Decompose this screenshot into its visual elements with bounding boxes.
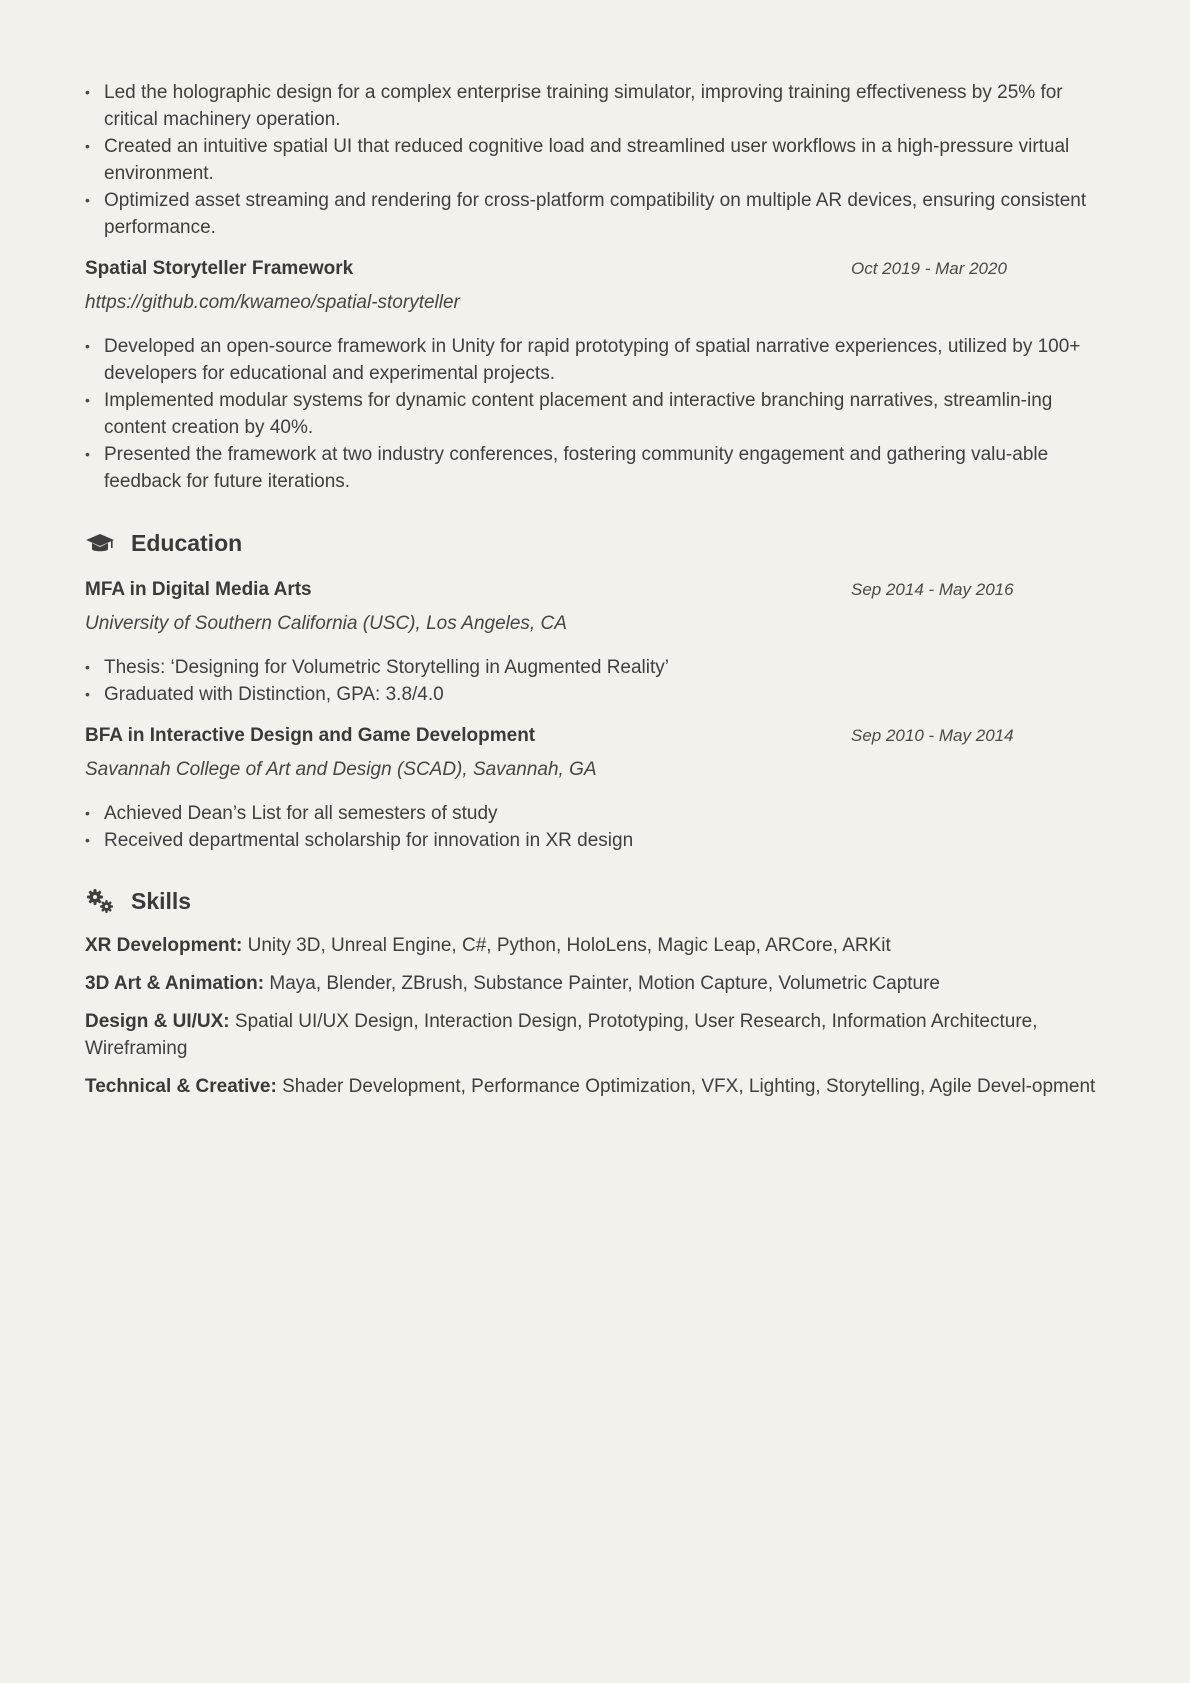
list-item: • Achieved Dean’s List for all semesters of study [85,800,1105,827]
section-heading [85,526,1105,560]
skill-value: Unity 3D, Unreal Engine, C#, Python, HoloLens, Magic Leap, ARCore, ARKit [247,935,891,956]
experience-bullets [85,79,1105,241]
list-item: • Received departmental scholarship for innovation in XR design [85,827,1105,854]
education-entry [85,721,1105,854]
project-header [85,254,1105,284]
skill-row [85,932,1105,959]
list-item: • Developed an open-source framework in Unity for rapid prototyping of spatial narrative experiences, utilized by 100+ developers for educational and experimental projects. [85,333,1105,387]
project-link[interactable]: https://github.com/kwameo/spatial-storyteller [85,292,460,313]
school-name: University of Southern California (USC), Los Angeles, CA [85,613,567,634]
list-item: • Graduated with Distinction, GPA: 3.8/4.0 [85,681,1105,708]
skill-row [85,1073,1105,1100]
list-item: • Thesis: ‘Designing for Volumetric Storytelling in Augmented Reality’ [85,654,1105,681]
education-bullets [85,800,1105,854]
skill-row [85,1008,1105,1062]
section-title: Skills [131,887,192,914]
entry-header [85,721,1105,751]
list-item: • Presented the framework at two industry conferences, fostering community engagement and gathering valu-able feedback for future iterations. [85,441,1105,495]
entry-date: Sep 2010 - May 2014 [851,726,1014,745]
project-date: Oct 2019 - Mar 2020 [851,259,1007,278]
degree-title: MFA in Digital Media Arts [85,579,312,600]
project-entry [85,254,1105,495]
skill-label: Technical & Creative: [85,1076,277,1097]
education-section [85,526,1105,854]
skill-label: Design & UI/UX: [85,1011,230,1032]
skill-row [85,970,1105,997]
list-item: • Optimized asset streaming and rendering for cross-platform compatibility on multiple AR devices, ensuring consistent performance. [85,187,1105,241]
skill-value: Shader Development, Performance Optimization, VFX, Lighting, Storytelling, Agile Devel-opment [282,1076,1096,1097]
project-bullets [85,333,1105,495]
school-name: Savannah College of Art and Design (SCAD), Savannah, GA [85,759,597,780]
skill-value: Spatial UI/UX Design, Interaction Design, Prototyping, User Research, Information Architecture, Wireframing [85,1011,1038,1059]
section-title: Education [131,529,243,556]
list-item: • Led the holographic design for a complex enterprise training simulator, improving training effectiveness by 25% for critical machinery operation. [85,79,1105,133]
entry-date: Sep 2014 - May 2016 [851,580,1014,599]
skill-value: Maya, Blender, ZBrush, Substance Painter, Motion Capture, Volumetric Capture [269,973,940,994]
list-item: • Created an intuitive spatial UI that reduced cognitive load and streamlined user workflows in a high-pressure virtual environment. [85,133,1105,187]
skills-section [85,884,1105,1100]
entry-header [85,575,1105,605]
gears-icon [85,886,115,916]
section-heading [85,884,1105,918]
degree-title: BFA in Interactive Design and Game Development [85,725,536,746]
list-item: • Implemented modular systems for dynamic content placement and interactive branching narratives, streamlin-ing content creation by 40%. [85,387,1105,441]
project-title: Spatial Storyteller Framework [85,258,354,279]
graduation-cap-icon [85,528,115,558]
education-entry [85,575,1105,708]
education-bullets [85,654,1105,708]
skill-label: XR Development: [85,935,243,956]
resume-page [85,0,1105,1100]
skill-label: 3D Art & Animation: [85,973,265,994]
